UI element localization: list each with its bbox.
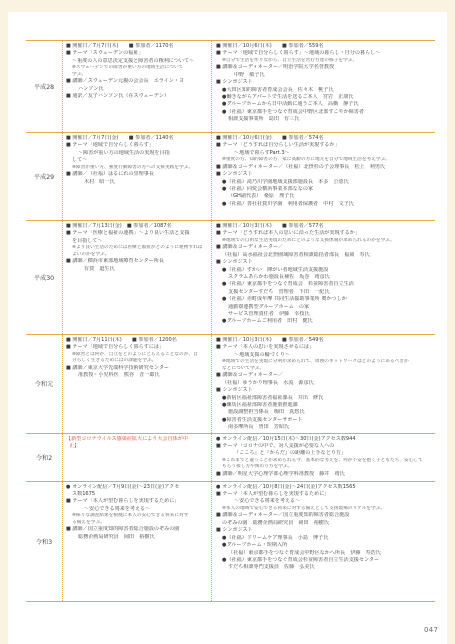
event-detail-line: ■ 講師＆コーディネーター／ [216, 372, 284, 379]
summer-event-cell [63, 41, 212, 133]
event-detail-line: ●（社福）ドリームケア理事長 小島 博子氏 [222, 534, 329, 541]
year-cell: 平成29 [26, 133, 63, 221]
summer-event-cell [63, 335, 212, 434]
event-detail-line: ■ 講師／国立重度知的障害者総合施設のぞみの園 [66, 526, 180, 533]
event-detail-line: ●グループホーム・短期入所 [222, 542, 288, 549]
table-row [26, 221, 435, 335]
event-detail-line: ● オンライン配信／10月8日(金)〜24日(金)アクセス数1565 [216, 483, 356, 490]
event-detail-line: 有賀 道生氏 [84, 265, 115, 272]
event-detail-line: ■ テーマ「地域で自分らしく暮らすには」 [66, 344, 165, 351]
event-detail-line: ※これまでと違うことが求められる今、基本的な考えを、何か不安を抱く子どもたち、安心して [222, 457, 423, 463]
event-detail-line: 分らしく生きるためにはの課題を学ぶ。 [72, 358, 157, 364]
autumn-event-cell [212, 335, 436, 434]
event-detail-line: ※障害とは何か、自立をどのようにとらえることなのか、自 [72, 351, 198, 357]
event-detail-line: 中野 敏子氏 [234, 71, 265, 78]
event-detail-line: ■ シンポジスト [216, 259, 253, 266]
event-detail-line: ●（社福）すかい 陣がい者地域生活支援施設 [222, 266, 329, 273]
event-detail-line: ■ 開催日／10月3日(木) ■ 参加者／577名 [216, 223, 324, 229]
event-detail-line: ■ テーマ「本人が望む暮らしを実現するために」 [216, 491, 330, 498]
event-detail-line: ハンソン氏 [78, 85, 104, 92]
event-detail-line: スクラムあらかわ施設長補佐 坂巻 靖彦氏 [228, 274, 330, 281]
event-detail-line: 【新型コロナウイルス感染症拡大により大会自体が中 [66, 435, 188, 442]
summer-event-cell [63, 481, 212, 601]
event-history-body [26, 41, 435, 602]
autumn-event-cell [212, 433, 436, 481]
event-detail-line: ■ テーマ「地域で自分らしく暮らす」 [66, 142, 154, 149]
event-detail-line: ■ 開催日／10月6日(金) ■ 参加者／574名 [216, 135, 324, 141]
event-detail-line: 総務企画局研究員 岡田 裕樹氏 [78, 533, 155, 540]
event-detail-line: 支援センターすだち 管理者 下田 一紀氏 [228, 288, 330, 295]
event-detail-line: して〜 [72, 157, 88, 164]
event-detail-line: 『こころ』と『からだ』の距離の上手なとり方」 [234, 450, 347, 457]
event-detail-line: 施設調整担当係長 梅田 真悠氏 [228, 409, 305, 416]
event-detail-line: （社福）高水福祉会北摂圏域障害者相談総括者部長 福岡 寿氏 [222, 251, 370, 258]
event-detail-line: ■ 通訳／友子ハンソン氏（在スウェーデン） [66, 93, 169, 100]
event-detail-line: ※地域での自由な生活実現のためにどのような支援体制が求められるのかを学ぶ。 [222, 237, 395, 243]
event-detail-line: 〜安心できる将来を考える〜 [84, 505, 151, 512]
event-detail-line: 学ぶ。 [72, 71, 87, 77]
event-detail-line: る備えを学ぶ。 [72, 519, 105, 525]
summer-event-cell [63, 433, 212, 481]
event-detail-line: 〜地域支援の輪づくり〜 [234, 351, 291, 358]
event-detail-line: ※本人の地域で安心できる将来に対する備えとして支援現場のリアルを学ぶ。 [222, 505, 386, 511]
event-detail-line: 〜地域で暮らすPart.3〜 [234, 149, 290, 156]
event-detail-line: ※障害が重い方、強度行動障害の方への支援実践を学ぶ。 [72, 164, 194, 170]
table-row [26, 335, 435, 434]
event-detail-line: ●新宿区福祉部障害者福祉課長 井出 修氏 [222, 394, 324, 401]
event-detail-line: ■ 開催日／10月6日(木) ■ 参加者／559名 [216, 43, 324, 49]
event-detail-line: ■ 開催日／7月11日(木) ■ 参加者／1200名 [66, 337, 177, 343]
event-history-table [26, 40, 435, 602]
event-detail-line: サービス管理責任者 伊藤 幸枝氏 [228, 311, 310, 318]
event-detail-line: ス数1675 [72, 491, 96, 498]
event-detail-line: （社福）ゆうかり理事長 水流 源彦氏 [222, 379, 314, 386]
event-detail-line: ●（社福）善社社賀川学園 利用者保護者 中村 文子氏 [222, 200, 354, 207]
page-number: 047 [424, 626, 439, 634]
summer-event-cell [63, 221, 212, 335]
event-detail-line: 〜重度の人の意思決定支援と障害者の権利について〜 [72, 57, 195, 64]
event-detail-line: ■ シンポジスト [216, 171, 253, 178]
event-detail-line: ■ テーマ「どうすれば本人の思いに沿った生活が実現するか」 [216, 230, 360, 237]
event-detail-line: 南多摩所長 曽田 芳昭氏 [228, 424, 290, 431]
event-detail-line: ■ 開催日／7月13日(金) ■ 参加者／1087名 [66, 223, 172, 229]
page-top-band [0, 0, 455, 12]
year-cell: 令和元 [26, 335, 63, 434]
event-detail-line: もらう接し方や関わり方を学ぶ。 [222, 464, 293, 470]
event-detail-line: ●（社福）滝乃川学園地域支援部施設長 本多 公恵氏 [222, 178, 349, 185]
event-detail-line: ■ シンポジスト [216, 527, 253, 534]
year-cell: 令和3 [26, 481, 63, 601]
autumn-event-cell [212, 133, 436, 221]
event-detail-line: ■ 開催日／7月7日(木) ■ 参加者／1170名 [66, 43, 174, 49]
event-detail-line: のぞみの園 総務企画局研究員 岡田 裕樹氏 [222, 519, 329, 526]
event-detail-line: ■ テーマ「コロナの中で、対人支援が必要な人への [216, 443, 335, 450]
event-detail-line: ■ 講師／スウェーデン元親の会会長 エライン・ヨ [66, 78, 185, 85]
event-detail-line: ■ シンポジスト [216, 79, 253, 86]
autumn-event-cell [212, 221, 436, 335]
event-detail-line: よいのかを学ぶ。 [72, 251, 110, 257]
event-detail-line: 止】 [69, 443, 80, 450]
event-detail-line: ■ 講師＆コーディネーター／国立重度知的障害者総合施設 [216, 512, 350, 519]
event-detail-line: ●（社福）赤町成年摩 共同生活援助事業所 奥かつしか [222, 296, 347, 303]
event-detail-line: ■ テーマ「地域で自分らしく暮らす」〜地域の暮らし・自分の暮らし〜 [216, 50, 381, 57]
table-row [26, 41, 435, 133]
event-detail-line: ■ 講師／横浜市東部地域療育センター所長 [66, 258, 164, 265]
event-detail-line: ■ テーマ「医療と福祉の連携」〜より良い生活と支援 [66, 230, 190, 237]
event-detail-line: （社福）東京都手をつなぐ育成会中野区なかへ所長 伊藤 寿浩氏 [228, 549, 381, 556]
year-cell: 令和2 [26, 433, 63, 481]
event-detail-line: ●（社福）東京都手をつなぐ育成会中野区北部すこやか障害者 [222, 108, 364, 115]
event-detail-line: ※スウェーデンでの障害が重い方の地域生活について [72, 65, 184, 71]
event-detail-line: ※重度の方、知的障害の方、家に高齢の方に地元を自分で地域生活を考え学ぶ。 [222, 157, 391, 163]
event-detail-line: ■ 講師＆コーディネーター／明治学院大学名誉教授 [216, 64, 335, 71]
event-detail-line: ■ テーマ「本人の思いを実現させるには」 [216, 344, 315, 351]
event-detail-line: ●練馬区福祉部障害者施策推進課 [222, 402, 298, 409]
event-detail-line: ■ テーマ「スウェーデンの福祉」 [66, 50, 144, 57]
event-detail-line: ■ テーマ「どうすれば自分らしい生活が実現するか」 [216, 142, 340, 149]
event-detail-line: ※より良い生活のためには医療と福祉がどのように連携すれば [72, 245, 203, 251]
event-detail-line: ■ 開催日／10月3日(木) ■ 参加者／549名 [216, 337, 324, 343]
event-detail-line: ●障害者生活支援センターサポート [222, 416, 303, 423]
event-detail-line: ※様々な調査結果を根拠に本人の安心できる将来に対す [72, 513, 189, 519]
event-detail-line: ■ 講師＆コーディネーター／ [216, 244, 284, 251]
summer-event-cell [63, 133, 212, 221]
event-detail-line: ●働きながらアパートで生活を送るご本人 宮岩 正康氏 [222, 94, 354, 101]
year-cell: 平成28 [26, 41, 63, 133]
autumn-event-cell [212, 41, 436, 133]
event-detail-line: ※自分で生活を作りながら、自立生活を営む方達の様子を学ぶ。 [222, 57, 358, 63]
event-detail-line: ※地域での生活を実現に分利が求められて、周囲のネットワークはどのようにあるべきか [222, 359, 409, 365]
page-right-band [447, 0, 455, 644]
event-detail-line: ● オンライン配信／10月15日(木)〜30日(金)アクセス数944 [216, 435, 356, 442]
event-detail-line: ●グループホームご利用者 田村 健氏 [222, 318, 313, 325]
event-detail-line: ■ 講師／東京大学先端科学技術研究センター [66, 365, 170, 371]
autumn-event-cell [212, 481, 436, 601]
year-cell: 平成30 [26, 221, 63, 335]
page-left-band [0, 0, 8, 644]
event-detail-line: ●大田区知的障害者育成会会長 佐々木 桃子氏 [222, 86, 334, 93]
event-detail-line: ■ 講師／明星大学心理学部心理学科准教授 藤井 靖氏 [216, 471, 345, 478]
event-detail-line: （GH副代表） 桑原 理子氏 [228, 193, 295, 200]
table-row [26, 133, 435, 221]
event-detail-line: 准教授・小児科医 熊谷 晋一郎氏 [78, 372, 160, 379]
event-detail-line: ●（社福）東京都手をつなぐ育成会 杉並障害者自立生活 [222, 281, 354, 288]
event-detail-line: ■ 開催日／7月7日(金) ■ 参加者／1140名 [66, 135, 174, 141]
event-detail-line: 〜障害が重い方の地域生活の実現を目指 [78, 149, 170, 156]
event-detail-line: 木村 昭一氏 [84, 178, 115, 185]
event-detail-line: 〜安心できる将来を考える〜 [234, 498, 301, 505]
event-detail-line: ●（社福）東京都手をつなぐ育成会杉並障害者自立生活支援センター [222, 556, 380, 563]
table-row [26, 481, 435, 601]
event-detail-line: ■ 講師＆コーディネーター／（社福）北摂杉の子会理事長 松上 利男氏 [216, 163, 386, 170]
table-row [26, 433, 435, 481]
event-detail-line: ■ 講師／（社福）はるにれの里理事長 [66, 171, 154, 178]
event-detail-line: すだち相談専門支援員 佐藤 弘美氏 [228, 564, 315, 571]
event-detail-line: ■ テーマ「本人が望む暮らしを実現するために」 [66, 498, 180, 505]
event-detail-line: を目指して〜 [72, 237, 103, 244]
event-detail-line: ●グループホームから日中活動に通うご本人 高橋 静子氏 [222, 101, 359, 108]
event-detail-line: ■ シンポジスト [216, 387, 253, 394]
event-detail-line: 通勤寮連携型グループホーム の家 [228, 303, 310, 310]
event-detail-line: 相談支援事業所 島田 有三氏 [228, 116, 300, 123]
event-detail-line: ●（社福）同愛会横浜事業本部ななの家 [222, 186, 314, 193]
event-detail-line: ● オンライン配信／7月9日(金)〜23日(金)アクセ [66, 483, 180, 490]
event-detail-line: などについて学ぶ。 [222, 365, 265, 371]
